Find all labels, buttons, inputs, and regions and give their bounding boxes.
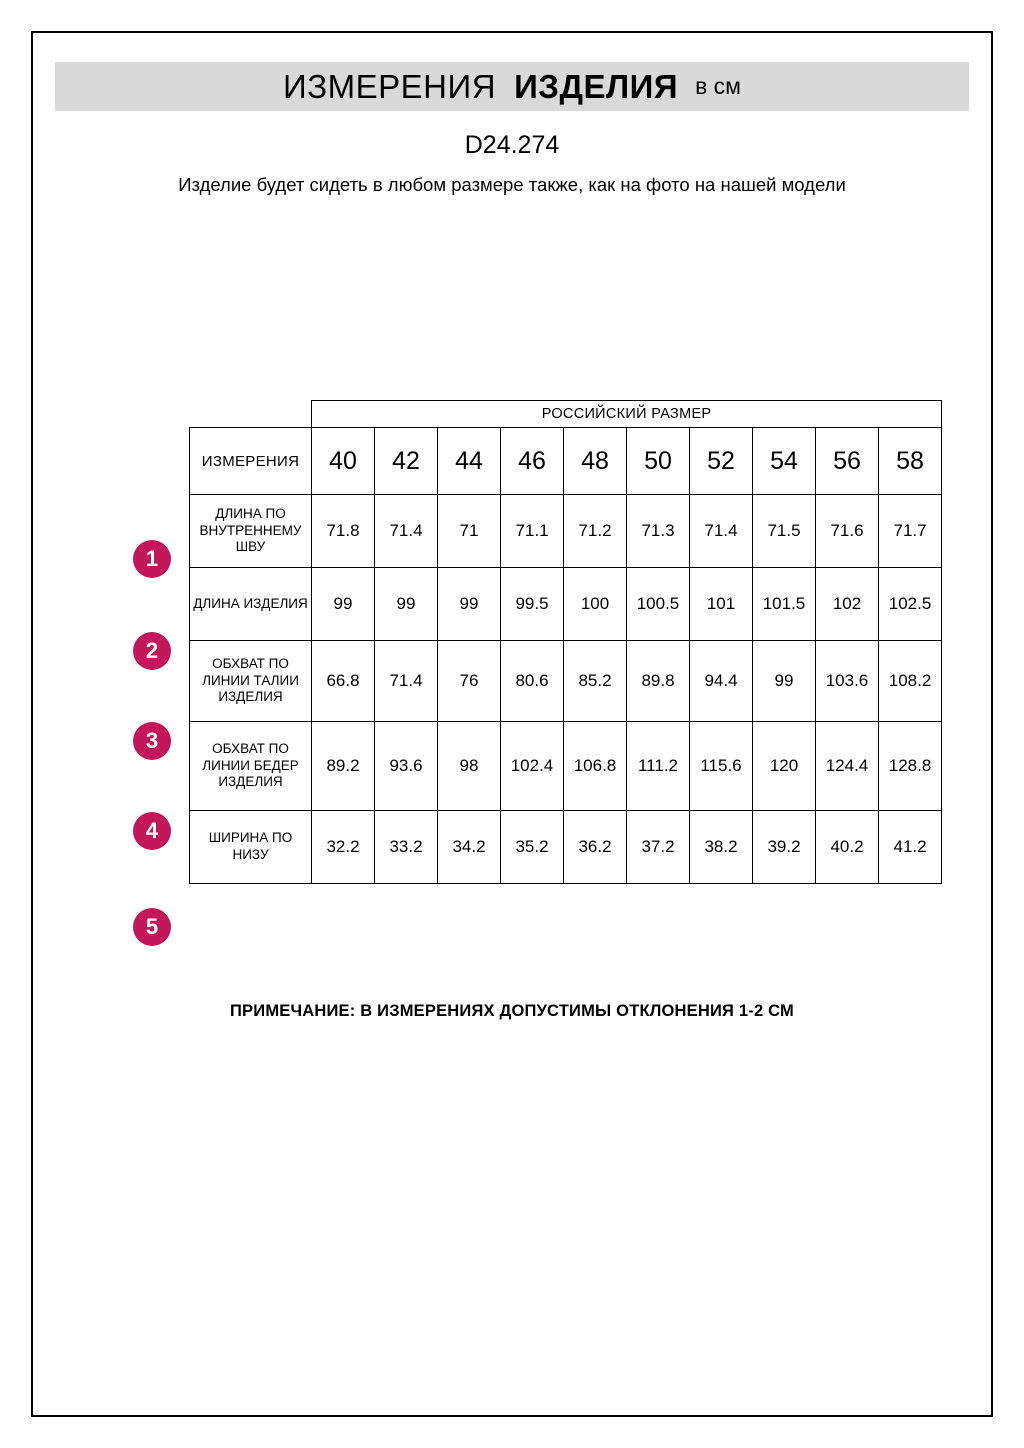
measurements-header: ИЗМЕРЕНИЯ — [190, 428, 312, 495]
table-row — [190, 568, 942, 641]
title-measurements: ИЗМЕРЕНИЯ — [283, 67, 497, 105]
size-header-58: 58 — [879, 428, 942, 495]
title-units: в см — [695, 73, 741, 99]
title-product: ИЗДЕЛИЯ — [514, 67, 679, 105]
fit-note: Изделие будет сидеть в любом размере также, как на фото на нашей модели — [178, 174, 846, 195]
cell-r4-c50: 111.2 — [627, 722, 690, 811]
cell-r5-c50: 37.2 — [627, 811, 690, 884]
cell-r4-c44: 98 — [438, 722, 501, 811]
cell-r5-c54: 39.2 — [753, 811, 816, 884]
title-band — [55, 62, 969, 111]
cell-r3-c58: 108.2 — [879, 641, 942, 722]
bullet-1: 1 — [133, 540, 171, 578]
size-header-48: 48 — [564, 428, 627, 495]
cell-r2-c42: 99 — [375, 568, 438, 641]
cell-r4-c54: 120 — [753, 722, 816, 811]
size-header-52: 52 — [690, 428, 753, 495]
row-label-length: ДЛИНА ИЗДЕЛИЯ — [190, 568, 312, 641]
cell-r3-c42: 71.4 — [375, 641, 438, 722]
cell-r1-c44: 71 — [438, 495, 501, 568]
cell-r4-c58: 128.8 — [879, 722, 942, 811]
size-header-54: 54 — [753, 428, 816, 495]
cell-r4-c48: 106.8 — [564, 722, 627, 811]
tolerance-note: ПРИМЕЧАНИЕ: В ИЗМЕРЕНИЯХ ДОПУСТИМЫ ОТКЛОНЕНИЯ 1-2 СМ — [230, 1002, 794, 1020]
cell-r2-c54: 101.5 — [753, 568, 816, 641]
cell-r5-c42: 33.2 — [375, 811, 438, 884]
cell-r2-c52: 101 — [690, 568, 753, 641]
row-label-hem-width: ШИРИНА ПО НИЗУ — [190, 811, 312, 884]
size-header-44: 44 — [438, 428, 501, 495]
table-group-header-row — [190, 401, 942, 428]
cell-r3-c48: 85.2 — [564, 641, 627, 722]
row-label-waist: ОБХВАТ ПО ЛИНИИ ТАЛИИ ИЗДЕЛИЯ — [190, 641, 312, 722]
cell-r2-c56: 102 — [816, 568, 879, 641]
cell-r4-c42: 93.6 — [375, 722, 438, 811]
cell-r2-c50: 100.5 — [627, 568, 690, 641]
cell-r5-c52: 38.2 — [690, 811, 753, 884]
cell-r1-c40: 71.8 — [312, 495, 375, 568]
cell-r3-c56: 103.6 — [816, 641, 879, 722]
cell-r3-c54: 99 — [753, 641, 816, 722]
cell-r3-c52: 94.4 — [690, 641, 753, 722]
cell-r1-c52: 71.4 — [690, 495, 753, 568]
cell-r5-c40: 32.2 — [312, 811, 375, 884]
size-header-40: 40 — [312, 428, 375, 495]
cell-r1-c50: 71.3 — [627, 495, 690, 568]
russian-size-header: РОССИЙСКИЙ РАЗМЕР — [312, 401, 942, 428]
cell-r3-c44: 76 — [438, 641, 501, 722]
table-row — [190, 811, 942, 884]
cell-r5-c46: 35.2 — [501, 811, 564, 884]
cell-r2-c40: 99 — [312, 568, 375, 641]
bullet-2: 2 — [133, 632, 171, 670]
table-row — [190, 722, 942, 811]
row-label-inseam: ДЛИНА ПО ВНУТРЕННЕМУ ШВУ — [190, 495, 312, 568]
cell-r1-c56: 71.6 — [816, 495, 879, 568]
cell-r5-c44: 34.2 — [438, 811, 501, 884]
cell-r1-c42: 71.4 — [375, 495, 438, 568]
row-label-hips: ОБХВАТ ПО ЛИНИИ БЕДЕР ИЗДЕЛИЯ — [190, 722, 312, 811]
cell-r3-c46: 80.6 — [501, 641, 564, 722]
size-header-46: 46 — [501, 428, 564, 495]
cell-r3-c40: 66.8 — [312, 641, 375, 722]
size-header-50: 50 — [627, 428, 690, 495]
cell-r4-c46: 102.4 — [501, 722, 564, 811]
cell-r3-c50: 89.8 — [627, 641, 690, 722]
bullet-3: 3 — [133, 722, 171, 760]
bullet-5: 5 — [133, 908, 171, 946]
size-table-wrapper — [189, 400, 941, 884]
cell-r2-c46: 99.5 — [501, 568, 564, 641]
document-content — [55, 62, 969, 1020]
cell-r4-c52: 115.6 — [690, 722, 753, 811]
table-row — [190, 495, 942, 568]
cell-r2-c58: 102.5 — [879, 568, 942, 641]
cell-r1-c58: 71.7 — [879, 495, 942, 568]
size-table — [189, 400, 942, 884]
cell-r4-c56: 124.4 — [816, 722, 879, 811]
product-code: D24.274 — [464, 131, 560, 159]
bullet-4: 4 — [133, 812, 171, 850]
cell-r4-c40: 89.2 — [312, 722, 375, 811]
cell-r1-c46: 71.1 — [501, 495, 564, 568]
table-row — [190, 641, 942, 722]
size-header-42: 42 — [375, 428, 438, 495]
cell-r5-c56: 40.2 — [816, 811, 879, 884]
cell-r5-c48: 36.2 — [564, 811, 627, 884]
table-header-row — [190, 428, 942, 495]
cell-r2-c44: 99 — [438, 568, 501, 641]
size-header-56: 56 — [816, 428, 879, 495]
cell-r5-c58: 41.2 — [879, 811, 942, 884]
corner-cell — [190, 401, 312, 428]
cell-r1-c48: 71.2 — [564, 495, 627, 568]
cell-r2-c48: 100 — [564, 568, 627, 641]
cell-r1-c54: 71.5 — [753, 495, 816, 568]
